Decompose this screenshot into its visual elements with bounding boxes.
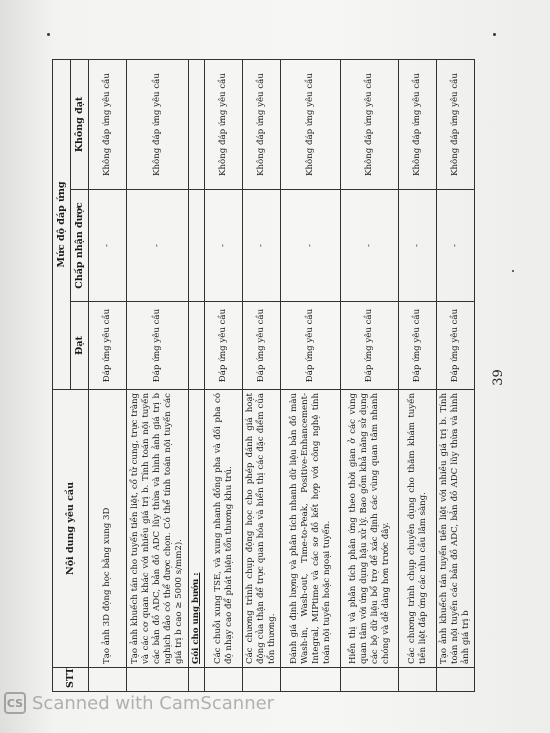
row-pass: Đáp ứng yêu cầu: [281, 302, 341, 390]
table-group-row: [189, 59, 205, 691]
camscanner-logo-icon: CS: [4, 692, 26, 714]
rotated-table-wrapper: [52, 60, 470, 692]
header-pass: Đạt: [71, 302, 89, 390]
row-accepted: -: [281, 190, 341, 302]
watermark-text: Scanned with CamScanner: [32, 692, 275, 714]
row-fail: [189, 59, 205, 189]
row-content: Hiển thị và phân tích phân ứng theo thời gian ở các vùng quan tâm với ứng dụng hậu xử lý. Bao gồm khả năng sử dụng các bộ dữ liệu bổ trợ để xác định các vùng quan tâm nhanh chóng và dễ dàng hơn trước đây.: [341, 390, 399, 668]
table-row: [281, 59, 341, 691]
group-title: Gói cho ung bướu :: [189, 390, 205, 668]
scan-speck: [47, 33, 50, 36]
row-accepted: [189, 190, 205, 302]
row-stt: [89, 668, 127, 692]
row-fail: Không đáp ứng yêu cầu: [243, 59, 281, 189]
row-stt: [341, 668, 399, 692]
scan-speck: [493, 33, 496, 36]
table-row: [437, 59, 475, 691]
row-pass: Đáp ứng yêu cầu: [243, 302, 281, 390]
table-row: [243, 59, 281, 691]
row-stt: [243, 668, 281, 692]
row-content: Đánh giá định lượng và phân tích nhanh dữ liệu bản đồ màu Wash-in, Wash-out, Time-to-Peak, Positive-Enhancement-Integral, MIPtime và các sơ đồ kết hợp với công nghệ tính toán nội tuyến hoặc ngoại tuyến.: [281, 390, 341, 668]
row-accepted: -: [341, 190, 399, 302]
row-fail: Không đáp ứng yêu cầu: [341, 59, 399, 189]
row-accepted: -: [243, 190, 281, 302]
row-accepted: -: [437, 190, 475, 302]
header-content: Nội dung yêu cầu: [53, 390, 89, 668]
row-pass: [189, 302, 205, 390]
row-pass: Đáp ứng yêu cầu: [399, 302, 437, 390]
row-stt: [205, 668, 243, 692]
row-fail: Không đáp ứng yêu cầu: [205, 59, 243, 189]
header-stt: STT: [53, 668, 89, 692]
row-accepted: -: [89, 190, 127, 302]
row-fail: Không đáp ứng yêu cầu: [437, 59, 475, 189]
row-stt: [437, 668, 475, 692]
table-row: [205, 59, 243, 691]
row-accepted: -: [205, 190, 243, 302]
row-fail: Không đáp ứng yêu cầu: [399, 59, 437, 189]
row-accepted: -: [127, 190, 189, 302]
table-row: [89, 59, 127, 691]
table-row: [341, 59, 399, 691]
row-stt: [127, 668, 189, 692]
scan-speck: [512, 270, 514, 272]
page-number: 39: [490, 369, 506, 386]
row-fail: Không đáp ứng yêu cầu: [127, 59, 189, 189]
row-pass: Đáp ứng yêu cầu: [127, 302, 189, 390]
row-fail: Không đáp ứng yêu cầu: [89, 59, 127, 189]
row-content: Các chuỗi xung TSE, và xung nhanh đồng pha và đối pha có độ nhạy cao để phát hiện tổn thương khu trú.: [205, 390, 243, 668]
header-fail: Không đạt: [71, 59, 89, 189]
row-pass: Đáp ứng yêu cầu: [437, 302, 475, 390]
row-content: Tạo ảnh khuếch tán cho tuyến tiền liệt, cổ tử cung, trực tràng và các cơ quan khác với nhiều giá trị b. Tính toán nội tuyến các bản đồ ADC, bản đồ ADC lũy thừa và hình ảnh giá trị b nghịch đảo có thể được chọn. Có thể tính toán nội tuyến các giá trị b cao ≥ 5000 s/mm2).: [127, 390, 189, 668]
camscanner-watermark: [4, 690, 324, 716]
row-pass: Đáp ứng yêu cầu: [341, 302, 399, 390]
row-content: Tạo ảnh khuếch tán tuyến tiền liệt với nhiều giá trị b. Tính toán nội tuyến các bản đồ ADC, bản đồ ADC lũy thừa và hình ảnh giá trị b: [437, 390, 475, 668]
row-pass: Đáp ứng yêu cầu: [89, 302, 127, 390]
table-row: [127, 59, 189, 691]
row-accepted: -: [399, 190, 437, 302]
row-pass: Đáp ứng yêu cầu: [205, 302, 243, 390]
row-stt: [281, 668, 341, 692]
table-row: [399, 59, 437, 691]
row-content: Các chương trình chụp động học cho phép đánh giá hoạt động của thận để trực quan hóa và hiển thị các đặc điểm của tổn thương.: [243, 390, 281, 668]
requirements-table: [52, 59, 475, 692]
header-row: [53, 59, 71, 691]
row-fail: Không đáp ứng yêu cầu: [281, 59, 341, 189]
header-level: Mức độ đáp ứng: [53, 59, 71, 389]
row-stt: [189, 668, 205, 692]
row-content: Tạo ảnh 3D động học bằng xung 3D: [89, 390, 127, 668]
header-accepted: Chấp nhận được: [71, 190, 89, 302]
row-content: Các chương trình chụp chuyên dụng cho thăm khám tuyến tiền liệt đáp ứng các nhu cầu lâm sàng.: [399, 390, 437, 668]
row-stt: [399, 668, 437, 692]
